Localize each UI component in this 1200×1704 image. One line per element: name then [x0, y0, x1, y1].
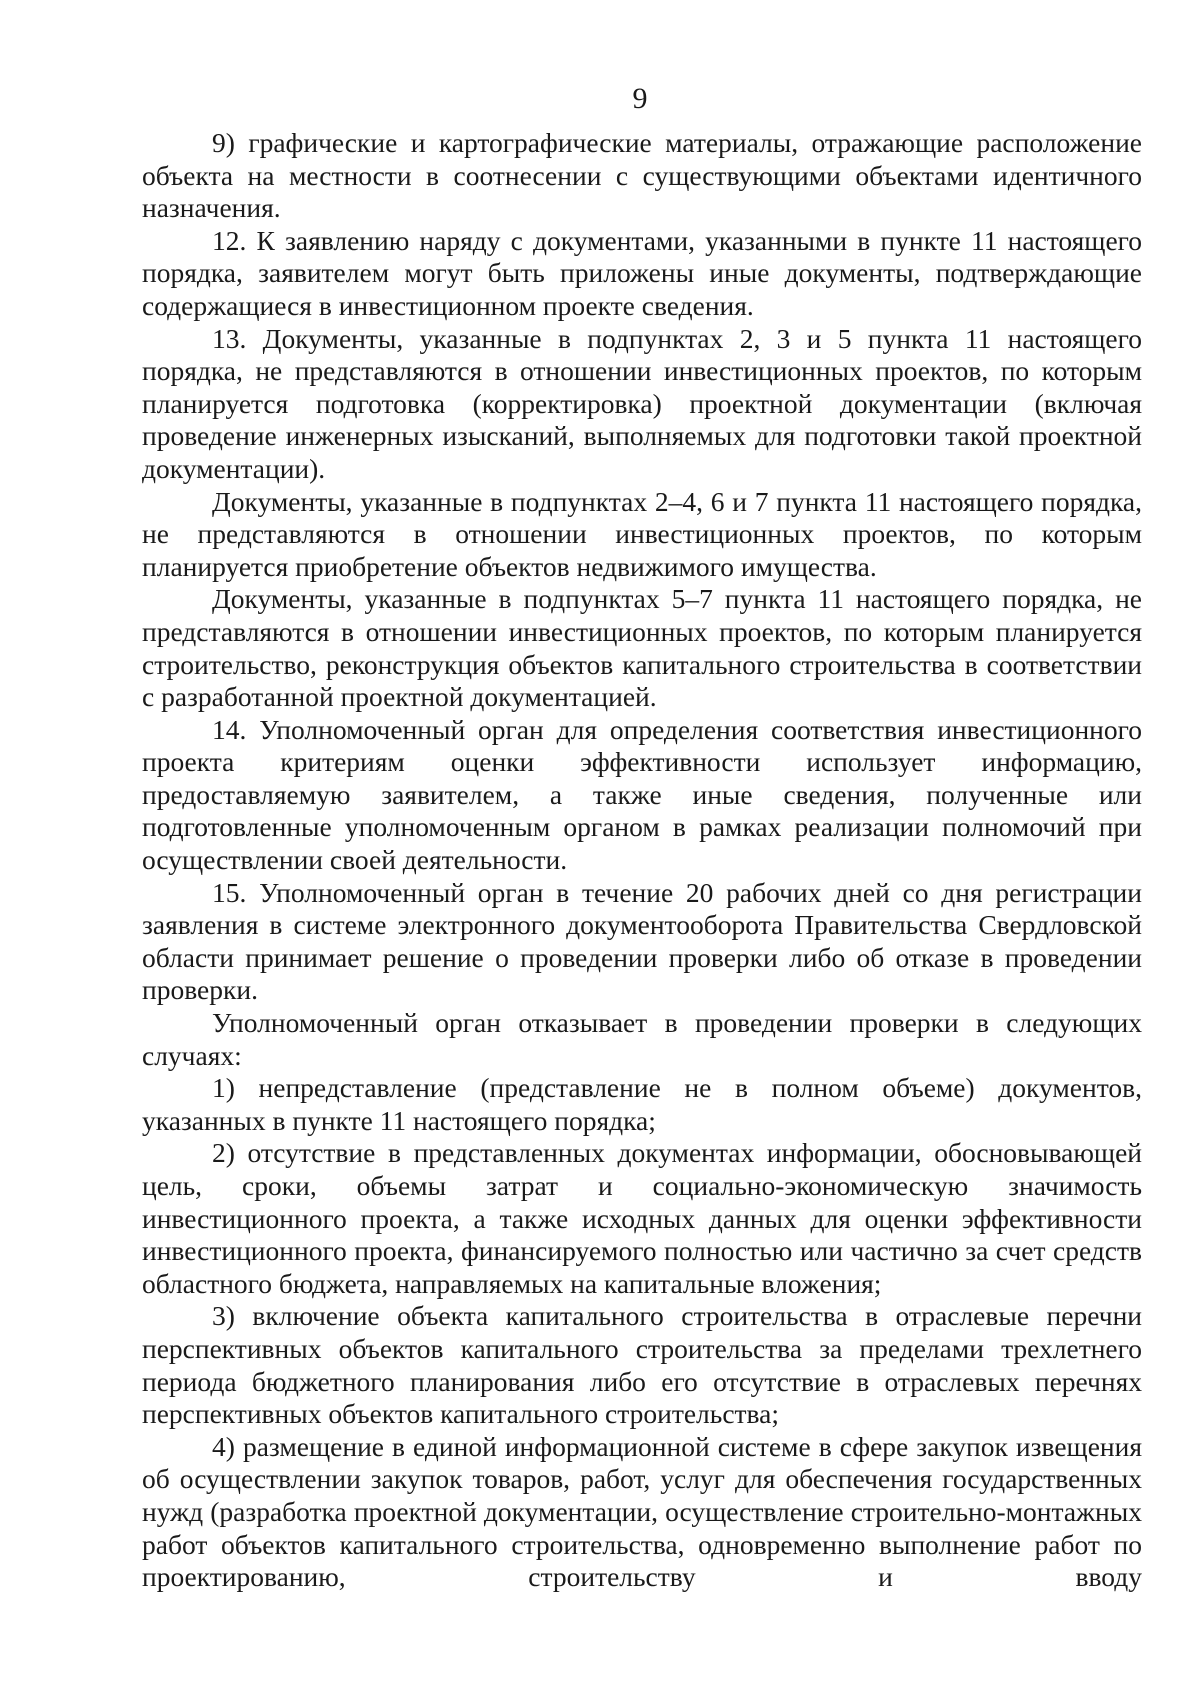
paragraph-refusal-reason-4: 4) размещение в единой информационной системе в сфере закупок извещения об осуществлении закупок товаров, работ, услуг для обеспечения государственных нужд (разработка проектной документации, осуществление строительно-монтажных работ объектов капитального строительства, одновременно выполнение работ по проектированию, строительству и вводу: [142, 1430, 1142, 1593]
paragraph-refusal-intro: Уполномоченный орган отказывает в проведении проверки в следующих случаях:: [142, 1007, 1142, 1071]
paragraph-item-14: 14. Уполномоченный орган для определения соответствия инвестиционного проекта критериям оценки эффективности использует информацию, предоставляемую заявителем, а также иные сведения, полученные или подготовленные уполномоченным органом в рамках реализации полномочий при осуществлении своей деятельности.: [142, 713, 1142, 876]
page-number: 9: [632, 82, 648, 115]
paragraph-refusal-reason-1: 1) непредставление (представление не в полном объеме) документов, указанных в пункте 11 настоящего порядка;: [142, 1072, 1142, 1136]
paragraph-item-13-documents-5-7: Документы, указанные в подпунктах 5–7 пункта 11 настоящего порядка, не представляются в отношении инвестиционных проектов, по которым планируется строительство, реконструкция объектов капитального строительства в соответствии с разработанной проектной документацией.: [142, 583, 1142, 713]
paragraph-refusal-reason-2: 2) отсутствие в представленных документах информации, обосновывающей цель, сроки, объемы затрат и социально-экономическую значимость инвестиционного проекта, а также исходных данных для оценки эффективности инвестиционного проекта, финансируемого полностью или частично за счет средств областного бюджета, направляемых на капитальные вложения;: [142, 1137, 1142, 1299]
document-body: [142, 127, 1142, 1594]
paragraph-subitem-9: 9) графические и картографические материалы, отражающие расположение объекта на местности в соотнесении с существующими объектами идентичного назначения.: [142, 127, 1142, 224]
paragraph-item-12: 12. К заявлению наряду с документами, указанными в пункте 11 настоящего порядка, заявителем могут быть приложены иные документы, подтверждающие содержащиеся в инвестиционном проекте сведения.: [142, 224, 1142, 321]
paragraph-item-15: 15. Уполномоченный орган в течение 20 рабочих дней со дня регистрации заявления в системе электронного документооборота Правительства Свердловской области принимает решение о проведении проверки либо об отказе в проведении проверки.: [142, 876, 1142, 1006]
paragraph-refusal-reason-3: 3) включение объекта капитального строительства в отраслевые перечни перспективных объектов капитального строительства за пределами трехлетнего периода бюджетного планирования либо его отсутствие в отраслевых перечнях перспективных объектов капитального строительства;: [142, 1300, 1142, 1430]
paragraph-item-13: 13. Документы, указанные в подпунктах 2, 3 и 5 пункта 11 настоящего порядка, не представляются в отношении инвестиционных проектов, по которым планируется подготовка (корректировка) проектной документации (включая проведение инженерных изысканий, выполняемых для подготовки такой проектной документации).: [142, 322, 1142, 484]
paragraph-item-13-documents-2-4-6-7: Документы, указанные в подпунктах 2–4, 6 и 7 пункта 11 настоящего порядка, не представляются в отношении инвестиционных проектов, по которым планируется приобретение объектов недвижимого имущества.: [142, 485, 1142, 582]
